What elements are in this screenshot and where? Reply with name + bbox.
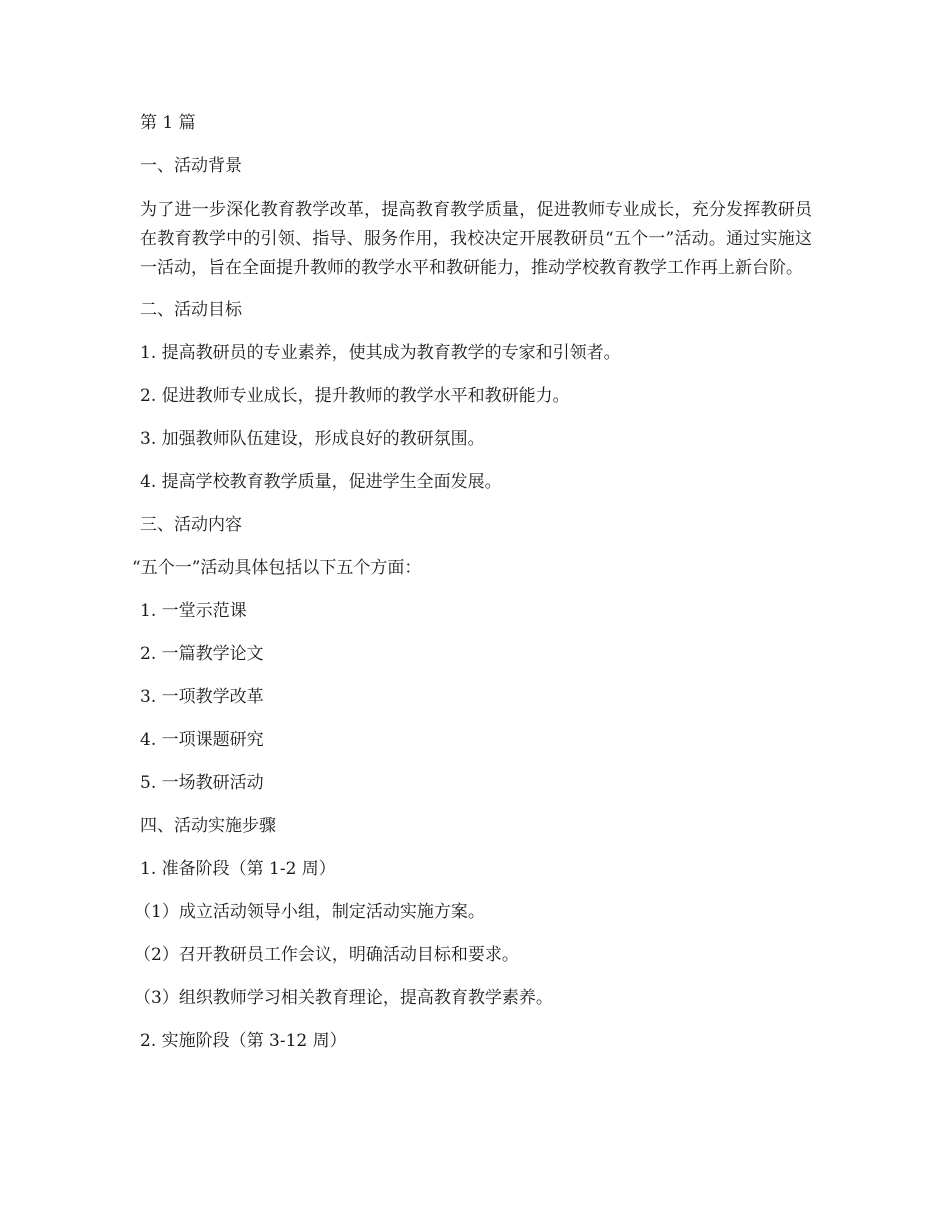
content-item: 1. 一堂示范课 bbox=[140, 601, 247, 621]
content-item: 5. 一场教研活动 bbox=[140, 773, 264, 793]
document-body bbox=[132, 110, 812, 1071]
goal-item: 1. 提高教研员的专业素养，使其成为教育教学的专家和引领者。 bbox=[140, 343, 621, 363]
page-label: 第 1 篇 bbox=[140, 113, 196, 133]
content-intro: “五个一”活动具体包括以下五个方面： bbox=[132, 558, 422, 578]
stage-item: （3）组织教师学习相关教育理论，提高教育教学素养。 bbox=[134, 988, 553, 1008]
stage-heading: 2. 实施阶段（第 3-12 周） bbox=[140, 1031, 347, 1051]
goal-item: 4. 提高学校教育教学质量，促进学生全面发展。 bbox=[140, 472, 502, 492]
section-heading-content: 三、活动内容 bbox=[140, 515, 242, 535]
goal-item: 2. 促进教师专业成长，提升教师的教学水平和教研能力。 bbox=[140, 386, 570, 406]
background-paragraph: 为了进一步深化教育教学改革，提高教育教学质量，促进教师专业成长，充分发挥教研员在教育教学中的引领、指导、服务作用，我校决定开展教研员“五个一”活动。通过实施这一活动，旨在全面提升教师的教学水平和教研能力，推动学校教育教学工作再上新台阶。 bbox=[140, 200, 812, 278]
section-heading-background: 一、活动背景 bbox=[140, 156, 242, 176]
stage-heading: 1. 准备阶段（第 1-2 周） bbox=[140, 859, 336, 879]
section-heading-goals: 二、活动目标 bbox=[140, 300, 242, 320]
goal-item: 3. 加强教师队伍建设，形成良好的教研氛围。 bbox=[140, 429, 485, 449]
content-item: 3. 一项教学改革 bbox=[140, 687, 264, 707]
content-item: 4. 一项课题研究 bbox=[140, 730, 264, 750]
stage-item: （2）召开教研员工作会议，明确活动目标和要求。 bbox=[134, 945, 519, 965]
stage-item: （1）成立活动领导小组，制定活动实施方案。 bbox=[134, 902, 485, 922]
content-item: 2. 一篇教学论文 bbox=[140, 644, 264, 664]
section-heading-steps: 四、活动实施步骤 bbox=[140, 816, 276, 836]
